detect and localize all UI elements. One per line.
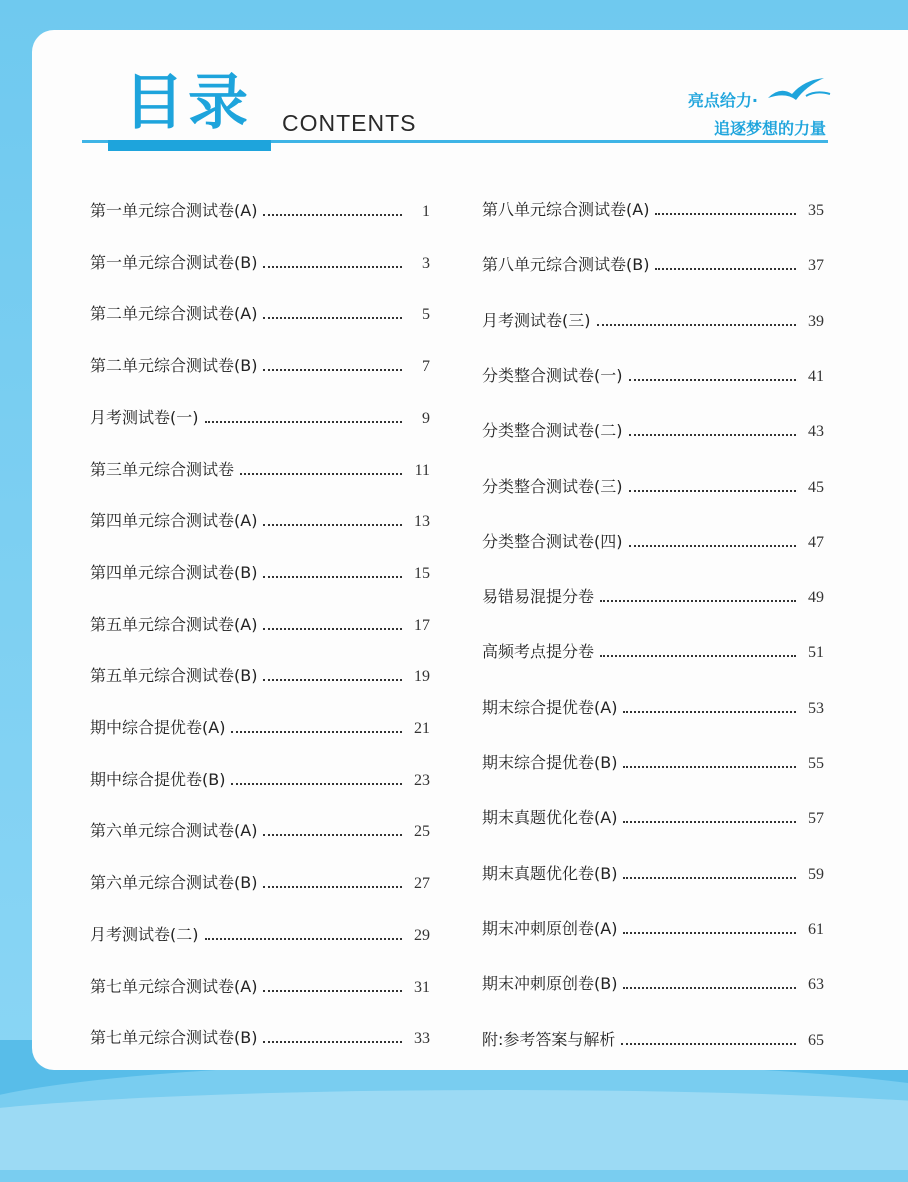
toc-entry-title: 期末真题优化卷(B) [482,863,618,883]
toc-leader-dots [623,932,796,934]
page-title: 目录 [124,68,252,138]
toc-entry-title: 期末综合提优卷(A) [482,697,618,717]
toc-leader-dots [629,379,797,381]
toc-leader-dots [205,938,403,940]
toc-entry-page: 41 [808,367,824,385]
toc-leader-dots [263,1041,402,1043]
toc-entry-title: 月考测试卷(一) [90,407,199,427]
toc-entry[interactable] [482,861,824,887]
toc-entry-page: 17 [414,616,430,634]
toc-entry[interactable] [482,916,824,942]
toc-entry-title: 第四单元综合测试卷(A) [90,511,258,531]
toc-entry[interactable] [482,418,824,444]
toc-entry-title: 期末冲刺原创卷(B) [482,974,618,994]
toc-entry[interactable] [482,584,824,610]
bottom-wave-light [0,1090,908,1170]
toc-leader-dots [231,731,402,733]
toc-entry-page: 11 [414,461,430,479]
toc-leader-dots [623,821,796,823]
page-subtitle: CONTENTS [282,110,417,136]
toc-entry[interactable] [90,301,430,327]
toc-entry-title: 期中综合提优卷(B) [90,769,226,789]
toc-entry-page: 19 [414,668,430,686]
toc-entry[interactable] [482,695,824,721]
toc-leader-dots [600,600,796,602]
toc-entry-page: 9 [422,409,430,427]
toc-leader-dots [623,987,796,989]
toc-leader-dots [263,266,402,268]
toc-leader-dots [621,1043,796,1045]
toc-leader-dots [655,268,796,270]
toc-entry-title: 第七单元综合测试卷(B) [90,1028,258,1048]
toc-entry[interactable] [482,252,824,278]
slogan-line-2: 追逐梦想的力量 [713,119,826,138]
toc-leader-dots [263,369,402,371]
toc-entry-title: 第二单元综合测试卷(A) [90,304,258,324]
toc-entry-title: 第五单元综合测试卷(A) [90,614,258,634]
toc-entry[interactable] [90,405,430,431]
toc-entry-title: 第一单元综合测试卷(A) [90,201,258,220]
toc-entry-page: 47 [808,533,824,551]
toc-entry-title: 第三单元综合测试卷 [90,459,235,479]
toc-leader-dots [629,434,797,436]
toc-entry-page: 29 [414,926,430,944]
toc-leader-dots [623,711,796,713]
toc-entry-page: 57 [808,810,824,828]
toc-leader-dots [205,421,403,423]
toc-leader-dots [597,324,797,326]
toc-leader-dots [263,317,402,319]
toc-entry[interactable] [482,971,824,997]
toc-leader-dots [623,766,796,768]
toc-leader-dots [263,679,402,681]
toc-entry-title: 第二单元综合测试卷(B) [90,356,258,376]
toc-entry-page: 31 [414,978,430,996]
toc-leader-dots [600,655,796,657]
toc-leader-dots [263,834,402,836]
toc-entry-title: 第六单元综合测试卷(B) [90,873,258,893]
toc-entry-title: 第四单元综合测试卷(B) [90,562,258,582]
toc-entry-page: 35 [808,202,824,219]
toc-entry[interactable] [90,715,430,741]
toc-entry[interactable] [482,805,824,831]
toc-leader-dots [629,545,797,547]
toc-leader-dots [240,473,402,475]
toc-entry[interactable] [90,767,430,793]
slogan-line-1: 亮点给力· [687,91,758,110]
toc-entry[interactable] [90,560,430,586]
toc-leader-dots [263,886,402,888]
toc-entry-page: 27 [414,875,430,893]
toc-entry[interactable] [90,870,430,896]
toc-entry[interactable] [90,922,430,948]
toc-entry-title: 分类整合测试卷(一) [482,365,623,385]
toc-entry[interactable] [482,750,824,776]
toc-entry-title: 易错易混提分卷 [482,587,595,607]
toc-entry-page: 51 [808,644,824,662]
toc-entry-page: 25 [414,823,430,841]
toc-entry-title: 期中综合提优卷(A) [90,718,226,737]
toc-entry-page: 45 [808,478,824,496]
toc-entry-page: 53 [808,699,824,717]
toc-entry-title: 第七单元综合测试卷(A) [90,976,258,996]
toc-entry-title: 附:参考答案与解析 [482,1029,616,1049]
toc-entry[interactable] [482,363,824,389]
toc-entry-title: 期末综合提优卷(B) [482,753,618,772]
toc-entry-page: 37 [808,257,824,275]
toc-entry-page: 21 [414,720,430,737]
toc-entry-title: 高频考点提分卷 [482,642,595,662]
toc-entry[interactable] [482,1027,824,1053]
toc-entry-title: 第六单元综合测试卷(A) [90,821,258,841]
toc-leader-dots [263,576,402,578]
toc-entry[interactable] [90,663,430,689]
toc-entry-page: 59 [808,865,824,883]
toc-entry-page: 65 [808,1031,824,1049]
toc-entry[interactable] [482,197,824,223]
toc-leader-dots [263,628,402,630]
toc-entry-title: 期末冲刺原创卷(A) [482,918,618,938]
toc-entry[interactable] [90,612,430,638]
toc-entry[interactable] [90,818,430,844]
toc-entry-title: 分类整合测试卷(三) [482,476,623,496]
toc-entry-page: 5 [422,306,430,324]
toc-leader-dots [263,990,402,992]
toc-entry-page: 33 [414,1030,430,1048]
toc-entry-page: 63 [808,976,824,994]
toc-entry-page: 55 [808,755,824,772]
toc-entry[interactable] [90,198,430,224]
toc-entry[interactable] [482,474,824,500]
toc-entry-title: 月考测试卷(三) [482,310,591,330]
toc-entry[interactable] [90,974,430,1000]
toc-entry[interactable] [90,1025,430,1051]
header-accent-bar [108,140,271,151]
toc-entry-page: 13 [414,513,430,531]
toc-leader-dots [231,783,402,785]
toc-entry[interactable] [482,639,824,665]
toc-leader-dots [629,490,797,492]
toc-entry[interactable] [90,457,430,483]
toc-leader-dots [263,524,402,526]
toc-entry-title: 第八单元综合测试卷(B) [482,255,650,275]
toc-entry-title: 分类整合测试卷(二) [482,421,623,441]
toc-entry-page: 39 [808,312,824,330]
toc-entry[interactable] [90,250,430,276]
toc-entry-page: 7 [422,358,430,376]
toc-entry-title: 第五单元综合测试卷(B) [90,666,258,686]
toc-entry[interactable] [482,308,824,334]
toc-entry-page: 15 [414,564,430,582]
toc-leader-dots [263,214,402,216]
toc-entry-page: 3 [422,254,430,272]
seagull-icon [766,76,832,104]
toc-entry-title: 期末真题优化卷(A) [482,808,618,828]
toc-entry-page: 61 [808,920,824,938]
toc-entry-title: 第八单元综合测试卷(A) [482,200,650,219]
toc-entry-page: 49 [808,589,824,607]
toc-entry-page: 43 [808,423,824,441]
toc-entry-title: 分类整合测试卷(四) [482,531,623,551]
toc-leader-dots [623,877,796,879]
toc-entry[interactable] [90,353,430,379]
toc-entry-title: 第一单元综合测试卷(B) [90,252,258,272]
toc-entry-page: 1 [422,203,430,220]
toc-entry-page: 23 [414,771,430,789]
toc-entry-title: 月考测试卷(二) [90,924,199,944]
toc-entry[interactable] [482,529,824,555]
toc-entry[interactable] [90,508,430,534]
toc-leader-dots [655,213,796,215]
